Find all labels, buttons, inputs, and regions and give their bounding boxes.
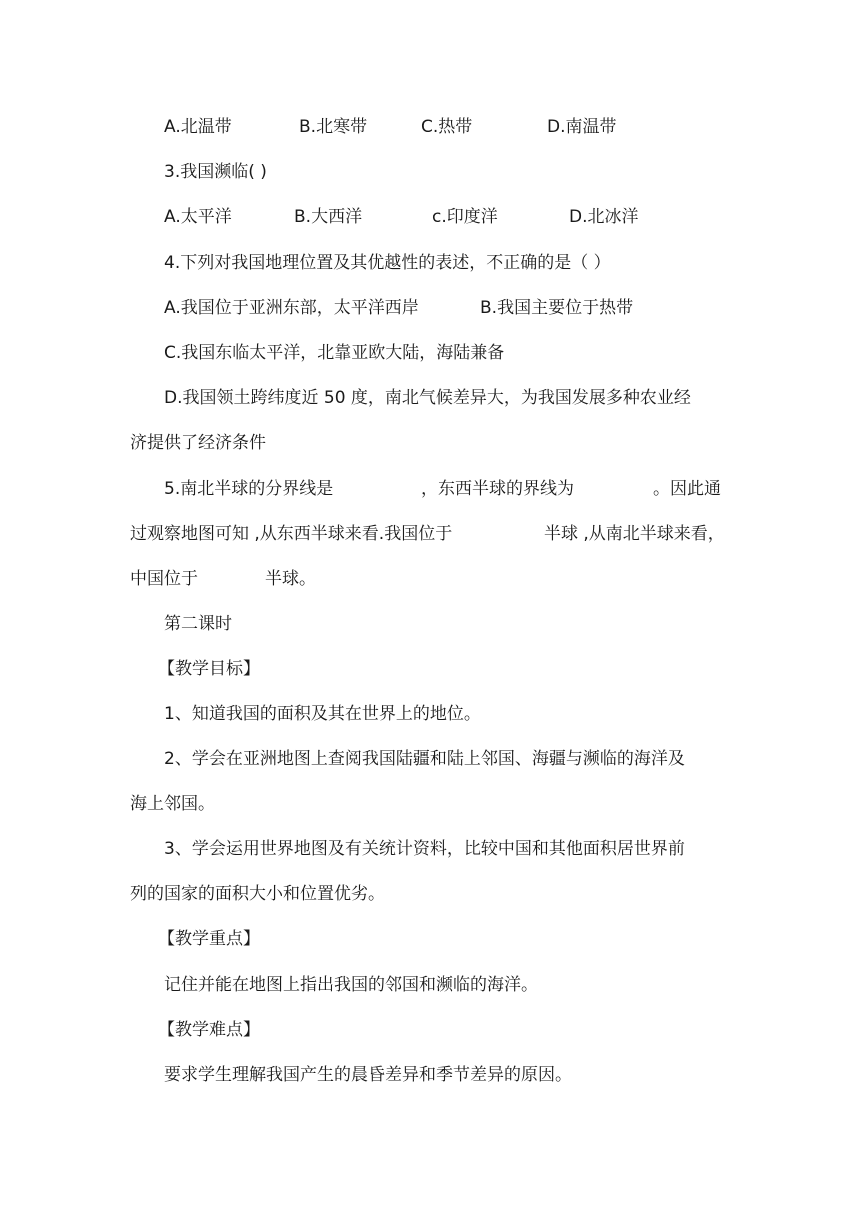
objective-1: 1、知道我国的面积及其在世界上的地位。 — [164, 704, 481, 724]
difficulties-text: 要求学生理解我国产生的晨昏差异和季节差异的原因。 — [164, 1065, 572, 1085]
q4-option-b: B.我国主要位于热带 — [480, 298, 634, 318]
key-points-text: 记住并能在地图上指出我国的邻国和濒临的海洋。 — [164, 975, 538, 995]
q3-option-d: D.北冰洋 — [569, 207, 639, 227]
q5-text-4: 过观察地图可知 ,从东西半球来看.我国位于 — [130, 524, 453, 544]
q2-option-c: C.热带 — [421, 117, 473, 137]
q2-option-b: B.北寒带 — [299, 117, 368, 137]
q4-option-a: A.我国位于亚洲东部，太平洋西岸 — [164, 298, 419, 318]
q5-text-3: 。因此通 — [653, 479, 721, 499]
objective-2-line1: 2、学会在亚洲地图上查阅我国陆疆和陆上邻国、海疆与濒临的海洋及 — [164, 749, 685, 769]
objective-2-line2: 海上邻国。 — [130, 794, 215, 814]
lesson2-heading: 第二课时 — [164, 614, 232, 634]
q3-stem: 3.我国濒临( ) — [164, 162, 267, 182]
q4-option-d-line1: D.我国领土跨纬度近 50 度，南北气候差异大，为我国发展多种农业经 — [164, 388, 691, 408]
objective-3-line2: 列的国家的面积大小和位置优劣。 — [130, 884, 385, 904]
difficulties-title: 【教学难点】 — [158, 1020, 260, 1040]
objectives-title: 【教学目标】 — [158, 659, 260, 679]
q3-option-a: A.太平洋 — [164, 207, 232, 227]
q5-text-2: ，东西半球的界线为 — [421, 479, 574, 499]
q5-text-6: 中国位于 — [130, 569, 198, 589]
objective-3-line1: 3、学会运用世界地图及有关统计资料，比较中国和其他面积居世界前 — [164, 839, 685, 859]
q2-option-d: D.南温带 — [547, 117, 617, 137]
q4-option-d-line2: 济提供了经济条件 — [130, 433, 266, 453]
q5-text-5: 半球 ,从南北半球来看， — [544, 524, 725, 544]
q4-stem: 4.下列对我国地理位置及其优越性的表述，不正确的是（ ） — [164, 253, 611, 273]
q4-option-c: C.我国东临太平洋，北靠亚欧大陆，海陆兼备 — [164, 343, 505, 363]
q5-text-7: 半球。 — [265, 569, 316, 589]
q2-option-a: A.北温带 — [164, 117, 232, 137]
q3-option-c: c.印度洋 — [432, 207, 498, 227]
q5-text-1: 5.南北半球的分界线是 — [164, 479, 334, 499]
key-points-title: 【教学重点】 — [158, 929, 260, 949]
q3-option-b: B.大西洋 — [294, 207, 363, 227]
